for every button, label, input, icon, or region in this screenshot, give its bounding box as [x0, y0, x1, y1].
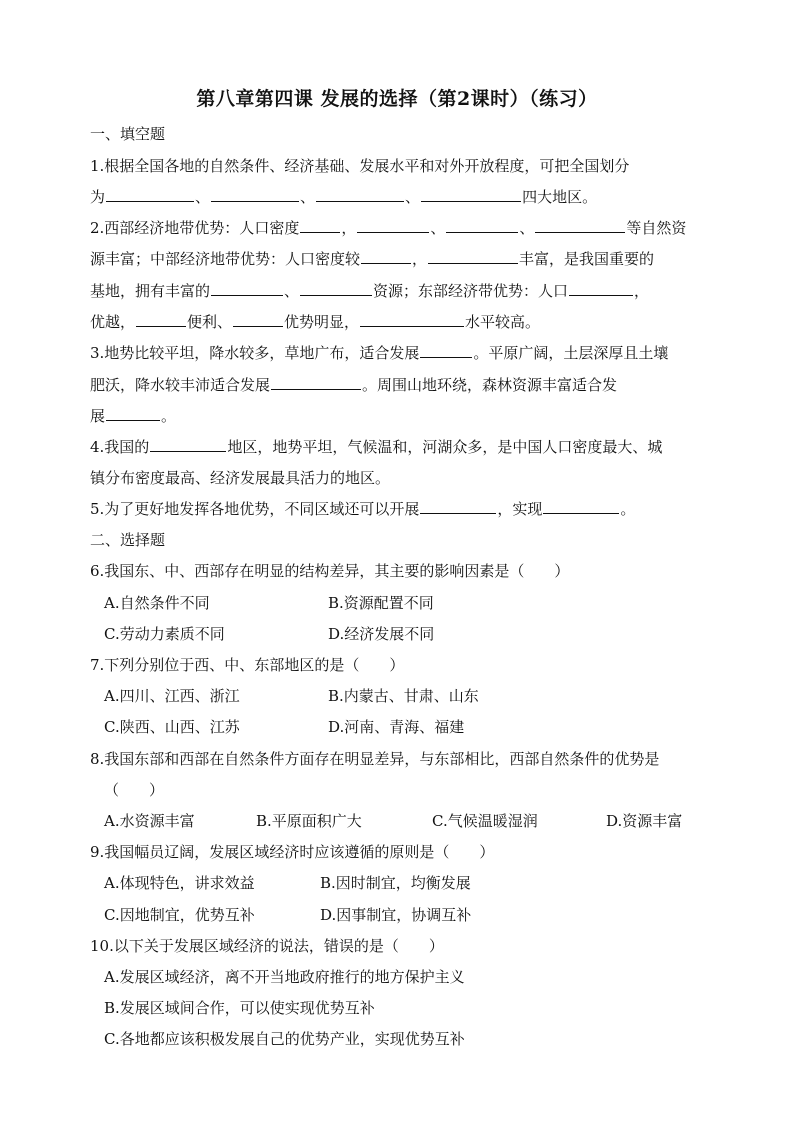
q9-option-a[interactable]: A.体现特色，讲求效益	[104, 874, 255, 892]
q3-line1: 3.地势比较平坦，降水较多，草地广布，适合发展 。平原广阔，土层深厚且土壤	[90, 344, 669, 362]
answer-blank[interactable]	[421, 187, 521, 202]
q2-line1: 2.西部经济地带优势：人口密度 ， 、 、 等自然资	[90, 219, 687, 237]
q3-line3: 展 。	[90, 407, 177, 425]
q1-line2: 为 、 、 、 四大地区。	[90, 188, 598, 206]
q9-option-c[interactable]: C.因地制宜，优势互补	[104, 906, 255, 924]
q7-option-d[interactable]: D.河南、青海、福建	[328, 718, 465, 736]
q8-option-d[interactable]: D.资源丰富	[606, 812, 683, 830]
q9-option-b[interactable]: B.因时制宜，均衡发展	[320, 874, 471, 892]
answer-blank[interactable]	[535, 218, 625, 233]
q2-line3: 基地，拥有丰富的 、 资源；东部经济带优势：人口 ，	[90, 282, 650, 300]
q6-options-row1	[104, 593, 724, 613]
q4-line1: 4.我国的 地区，地势平坦，气候温和，河湖众多，是中国人口密度最大、城	[90, 438, 663, 456]
answer-blank[interactable]	[357, 218, 429, 233]
q6-option-a[interactable]: A.自然条件不同	[104, 594, 210, 612]
q7-stem: 7.下列分别位于西、中、东部地区的是（ ）	[90, 656, 405, 674]
answer-blank[interactable]	[428, 249, 518, 264]
q7-option-a[interactable]: A.四川、江西、浙江	[104, 687, 240, 705]
page-title: 第八章第四课 发展的选择（第2课时）（练习）	[196, 88, 598, 110]
q3-line2: 肥沃，降水较丰沛适合发展 。周围山地环绕，森林资源丰富适合发	[90, 376, 618, 394]
answer-blank[interactable]	[150, 437, 226, 452]
q7-options-row1	[104, 686, 724, 706]
q6-option-c[interactable]: C.劳动力素质不同	[104, 625, 225, 643]
q9-stem: 9.我国幅员辽阔，发展区域经济时应该遵循的原则是（ ）	[90, 843, 495, 861]
q9-options-row1	[104, 873, 724, 893]
q5-line: 5.为了更好地发挥各地优势，不同区域还可以开展 ，实现 。	[90, 500, 636, 518]
answer-blank[interactable]	[233, 312, 283, 327]
answer-blank[interactable]	[211, 187, 299, 202]
q8-option-c[interactable]: C.气候温暖湿润	[432, 812, 538, 830]
q6-stem: 6.我国东、中、西部存在明显的结构差异，其主要的影响因素是（ ）	[90, 562, 570, 580]
q6-option-d[interactable]: D.经济发展不同	[328, 625, 435, 643]
section-fill-blank: 一、填空题	[90, 125, 166, 143]
answer-blank[interactable]	[106, 187, 194, 202]
q8-answer-paren: （ ）	[104, 781, 165, 799]
answer-blank[interactable]	[420, 499, 496, 514]
answer-blank[interactable]	[106, 406, 160, 421]
answer-blank[interactable]	[300, 281, 372, 296]
q7-options-row2	[104, 717, 724, 737]
q6-option-b[interactable]: B.资源配置不同	[328, 594, 434, 612]
q1-line1: 1.根据全国各地的自然条件、经济基础、发展水平和对外开放程度，可把全国划分	[90, 157, 630, 175]
q2-line4: 优越， 便利、 优势明显， 水平较高。	[90, 313, 541, 331]
answer-blank[interactable]	[420, 343, 472, 358]
q7-option-c[interactable]: C.陕西、山西、江苏	[104, 718, 240, 736]
section-multiple-choice: 二、选择题	[90, 531, 166, 549]
q8-options-row	[104, 811, 724, 831]
answer-blank[interactable]	[360, 312, 464, 327]
answer-blank[interactable]	[361, 249, 411, 264]
answer-blank[interactable]	[543, 499, 619, 514]
q8-stem: 8.我国东部和西部在自然条件方面存在明显差异，与东部相比，西部自然条件的优势是	[90, 750, 660, 768]
q4-line2: 镇分布密度最高、经济发展最具活力的地区。	[90, 469, 391, 487]
answer-blank[interactable]	[211, 281, 283, 296]
q8-option-b[interactable]: B.平原面积广大	[256, 812, 362, 830]
answer-blank[interactable]	[569, 281, 633, 296]
q8-option-a[interactable]: A.水资源丰富	[104, 812, 195, 830]
q2-line2: 源丰富；中部经济地带优势：人口密度较 ， 丰富，是我国重要的	[90, 250, 655, 268]
q9-option-d[interactable]: D.因事制宜，协调互补	[320, 906, 472, 924]
answer-blank[interactable]	[271, 375, 361, 390]
q10-option-a[interactable]: A.发展区域经济，离不开当地政府推行的地方保护主义	[104, 968, 465, 986]
answer-blank[interactable]	[300, 218, 340, 233]
q10-stem: 10.以下关于发展区域经济的说法，错误的是（ ）	[90, 937, 444, 955]
answer-blank[interactable]	[316, 187, 404, 202]
q7-option-b[interactable]: B.内蒙古、甘肃、山东	[328, 687, 479, 705]
answer-blank[interactable]	[136, 312, 186, 327]
q6-options-row2	[104, 624, 724, 644]
q10-option-b[interactable]: B.发展区域间合作，可以使实现优势互补	[104, 999, 375, 1017]
answer-blank[interactable]	[446, 218, 518, 233]
q9-options-row2	[104, 905, 724, 925]
q10-option-c[interactable]: C.各地都应该积极发展自己的优势产业，实现优势互补	[104, 1030, 465, 1048]
